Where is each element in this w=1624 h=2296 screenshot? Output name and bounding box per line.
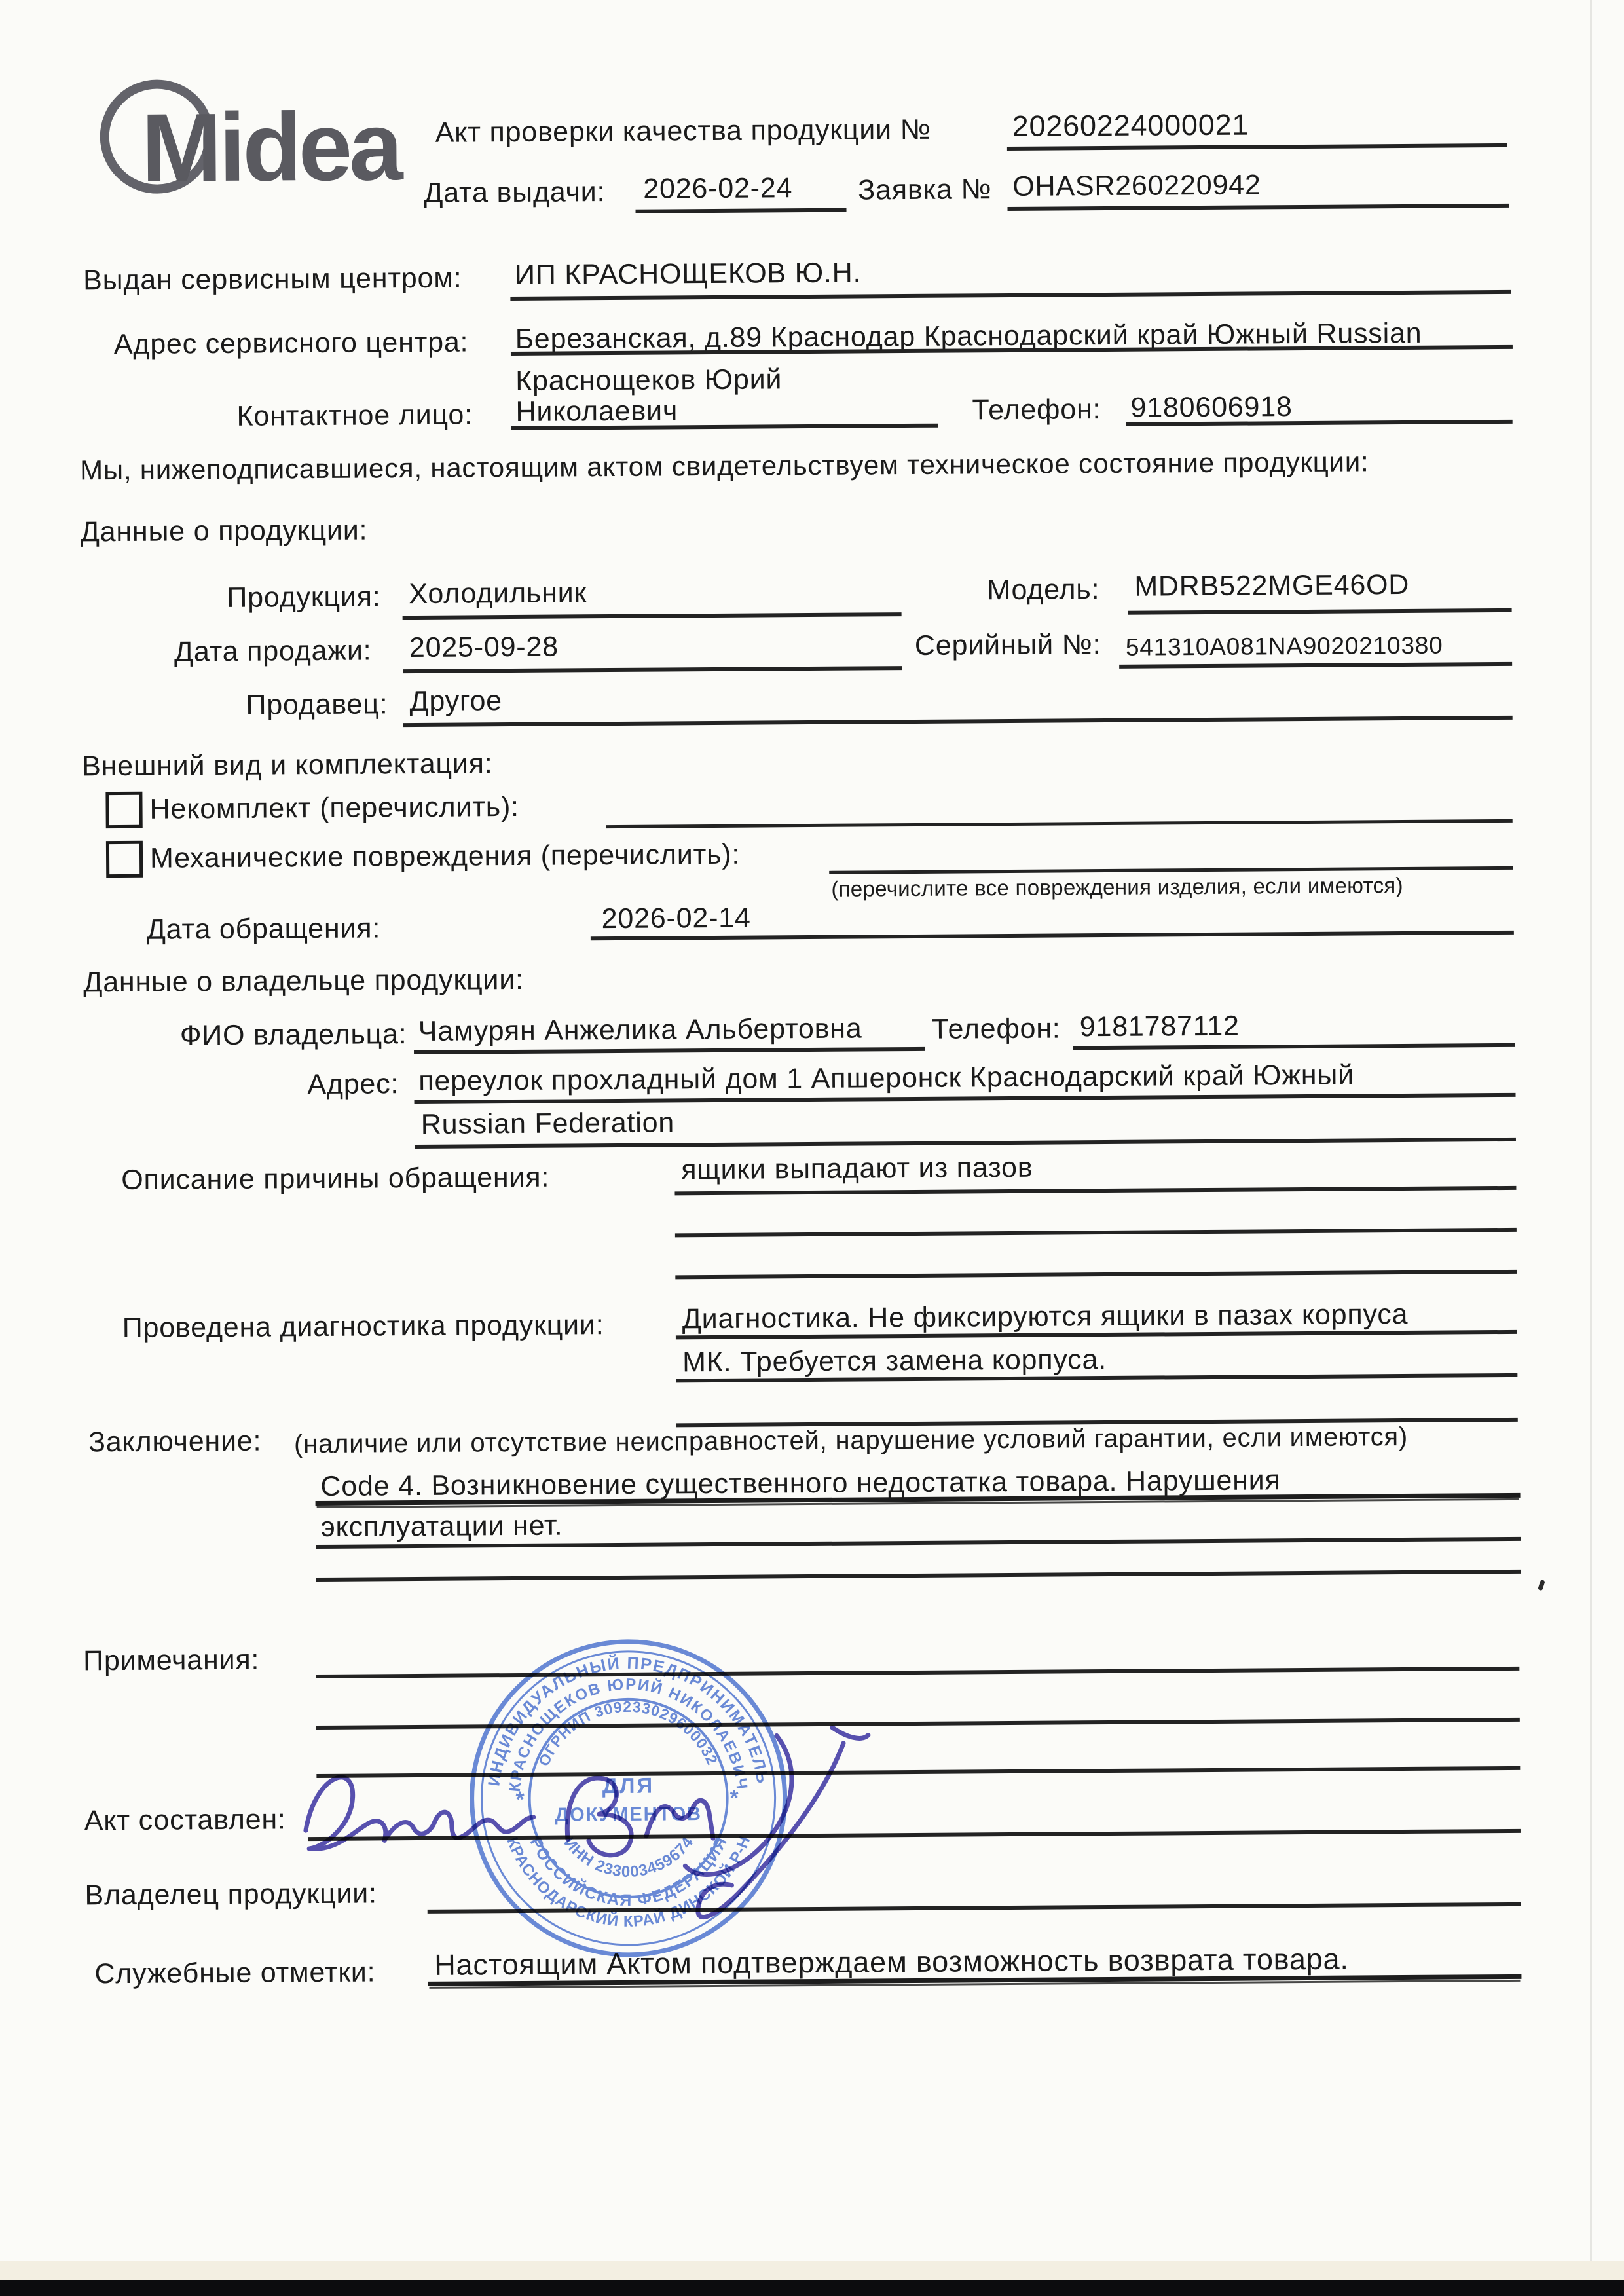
incomplete-line (606, 819, 1513, 828)
service-address-value: Березанская, д.89 Краснодар Краснодарский край Южный Russian (515, 317, 1422, 355)
issue-date-value: 2026-02-24 (643, 172, 793, 205)
act-number-line (1007, 143, 1507, 151)
incomplete-label: Некомплект (перечислить): (149, 790, 520, 825)
sale-date-value: 2025-09-28 (409, 631, 559, 664)
stamp-center-line2: ДОКУМЕНТОВ (555, 1804, 703, 1826)
scan-bottom-shadow (0, 2261, 1624, 2282)
issue-date-line (636, 208, 847, 213)
issue-date-label: Дата выдачи: (424, 176, 606, 209)
statement-paragraph: Мы, нижеподписавшиеся, настоящим актом свидетельствуем техническое состояние продукции: (79, 446, 1369, 486)
service-address-label: Адрес сервисного центра: (113, 326, 469, 361)
diagnostics-line2: МК. Требуется замена корпуса. (682, 1344, 1107, 1379)
act-number: 20260224000021 (1012, 107, 1249, 143)
owner-sign-label: Владелец продукции: (84, 1878, 377, 1912)
reason-value: ящики выпадают из пазов (681, 1151, 1033, 1186)
act-by-label: Акт составлен: (84, 1804, 286, 1837)
reason-line-1 (674, 1186, 1516, 1196)
seller-value: Другое (409, 685, 503, 718)
stamp-bottom-inner-text: РОССИЙСКАЯ ФЕДЕРАЦИЯ (526, 1833, 731, 1910)
serial-line (1119, 662, 1512, 669)
damage-hint: (перечислите все повреждения изделия, если имеются) (831, 873, 1403, 901)
sc-phone-value: 9180606918 (1130, 391, 1293, 424)
owner-address-line2: Russian Federation (420, 1107, 675, 1140)
model-value: MDRB522MGE46OD (1134, 568, 1410, 602)
service-center-line (510, 290, 1511, 301)
serial-value: 541310A081NA9020210380 (1125, 631, 1443, 661)
service-center-label: Выдан сервисным центром: (83, 262, 462, 297)
product-value: Холодильник (409, 577, 587, 610)
stamp-star-left: * (515, 1787, 525, 1813)
contact-name: Николаевич (515, 395, 678, 428)
owner-address-label: Адрес: (307, 1068, 399, 1101)
claim-number: OHASR260220942 (1012, 169, 1261, 202)
handwritten-signature (279, 1695, 883, 1961)
service-marks-value: Настоящим Актом подтверждаем возможность возврата товара. (434, 1942, 1349, 1982)
midea-logo-text: Midea (141, 92, 400, 202)
product-line (403, 612, 902, 620)
contact-label: Контактное лицо: (236, 399, 473, 432)
claim-label: Заявка № (858, 174, 992, 206)
service-center-name: ИП КРАСНОЩЕКОВ Ю.Н. (515, 257, 862, 291)
diagnostics-line1: Диагностика. Не фиксируются ящики в пазах корпуса (682, 1298, 1409, 1335)
stamp-star-right: * (729, 1785, 739, 1811)
product-label: Продукция: (227, 581, 381, 614)
stamp-bottom-outer-text: КРАСНОДАРСКИЙ КРАЙ ДИНСКОЙ Р-Н (503, 1833, 754, 1931)
scan-bottom-bar (0, 2280, 1624, 2296)
stamp-ogrnip-text: ОГРНИП 309233029600032 (534, 1697, 722, 1769)
stamp-ring-name-text: КРАСНОЩЕКОВ ЮРИЙ НИКОЛАЕВИЧ (506, 1675, 751, 1793)
reason-label: Описание причины обращения: (121, 1161, 550, 1196)
owner-name-value: Чамурян Анжелика Альбертовна (418, 1012, 862, 1047)
request-date-label: Дата обращения: (146, 912, 381, 946)
owner-name-line (414, 1047, 925, 1054)
seller-line (403, 716, 1513, 727)
claim-number-line (1007, 204, 1509, 211)
conclusion-line2: эксплуатации нет. (320, 1509, 563, 1543)
reason-line-3 (675, 1270, 1517, 1280)
owner-phone-line (1073, 1043, 1515, 1050)
product-section-title: Данные о продукции: (80, 514, 368, 548)
appearance-section-title: Внешний вид и комплектация: (81, 748, 493, 783)
model-label: Модель: (987, 574, 1100, 606)
reason-line-2 (675, 1228, 1517, 1238)
sale-date-line (403, 666, 902, 673)
conclusion-hint: (наличие или отсутствие неисправностей, нарушение условий гарантии, если имеются) (293, 1422, 1409, 1459)
seller-label: Продавец: (246, 688, 388, 721)
page-edge-line (1590, 0, 1592, 2263)
service-marks-label: Служебные отметки: (94, 1956, 376, 1990)
sale-date-label: Дата продажи: (174, 635, 372, 668)
damage-line (829, 866, 1513, 874)
stamp-inn-text: ИНН 233003459674 (560, 1833, 697, 1881)
scan-artifact-speck (1538, 1580, 1545, 1591)
damage-label: Механические повреждения (перечислить): (149, 838, 741, 874)
conclusion-line1: Code 4. Возникновение существенного недостатка товара. Нарушения (320, 1464, 1281, 1502)
conclusion-rule-3 (316, 1570, 1521, 1582)
request-date-value: 2026-02-14 (601, 902, 751, 935)
damage-checkbox (106, 841, 143, 878)
notes-label: Примечания: (83, 1644, 260, 1677)
stamp-ring-outer-text: ИНДИВИДУАЛЬНЫЙ ПРЕДПРИНИМАТЕЛЬ (485, 1654, 772, 1788)
owner-phone-value: 9181787112 (1079, 1010, 1240, 1043)
owner-name-label: ФИО владельца: (179, 1018, 407, 1052)
owner-section-title: Данные о владельце продукции: (83, 963, 524, 999)
doc-title-label: Акт проверки качества продукции № (435, 113, 931, 149)
service-address-line2: Краснощеков Юрий (515, 363, 783, 397)
model-line (1128, 608, 1512, 615)
serial-label: Серийный №: (914, 629, 1101, 661)
midea-logo (91, 68, 458, 215)
owner-phone-label: Телефон: (931, 1012, 1061, 1045)
stamp-center-line1: ДЛЯ (602, 1773, 655, 1798)
diagnostics-label: Проведена диагностика продукции: (122, 1309, 604, 1344)
owner-address-value: переулок прохладный дом 1 Апшеронск Краснодарский край Южный (418, 1059, 1355, 1097)
sc-phone-label: Телефон: (972, 394, 1101, 426)
incomplete-checkbox (105, 792, 142, 828)
conclusion-label: Заключение: (88, 1425, 262, 1458)
